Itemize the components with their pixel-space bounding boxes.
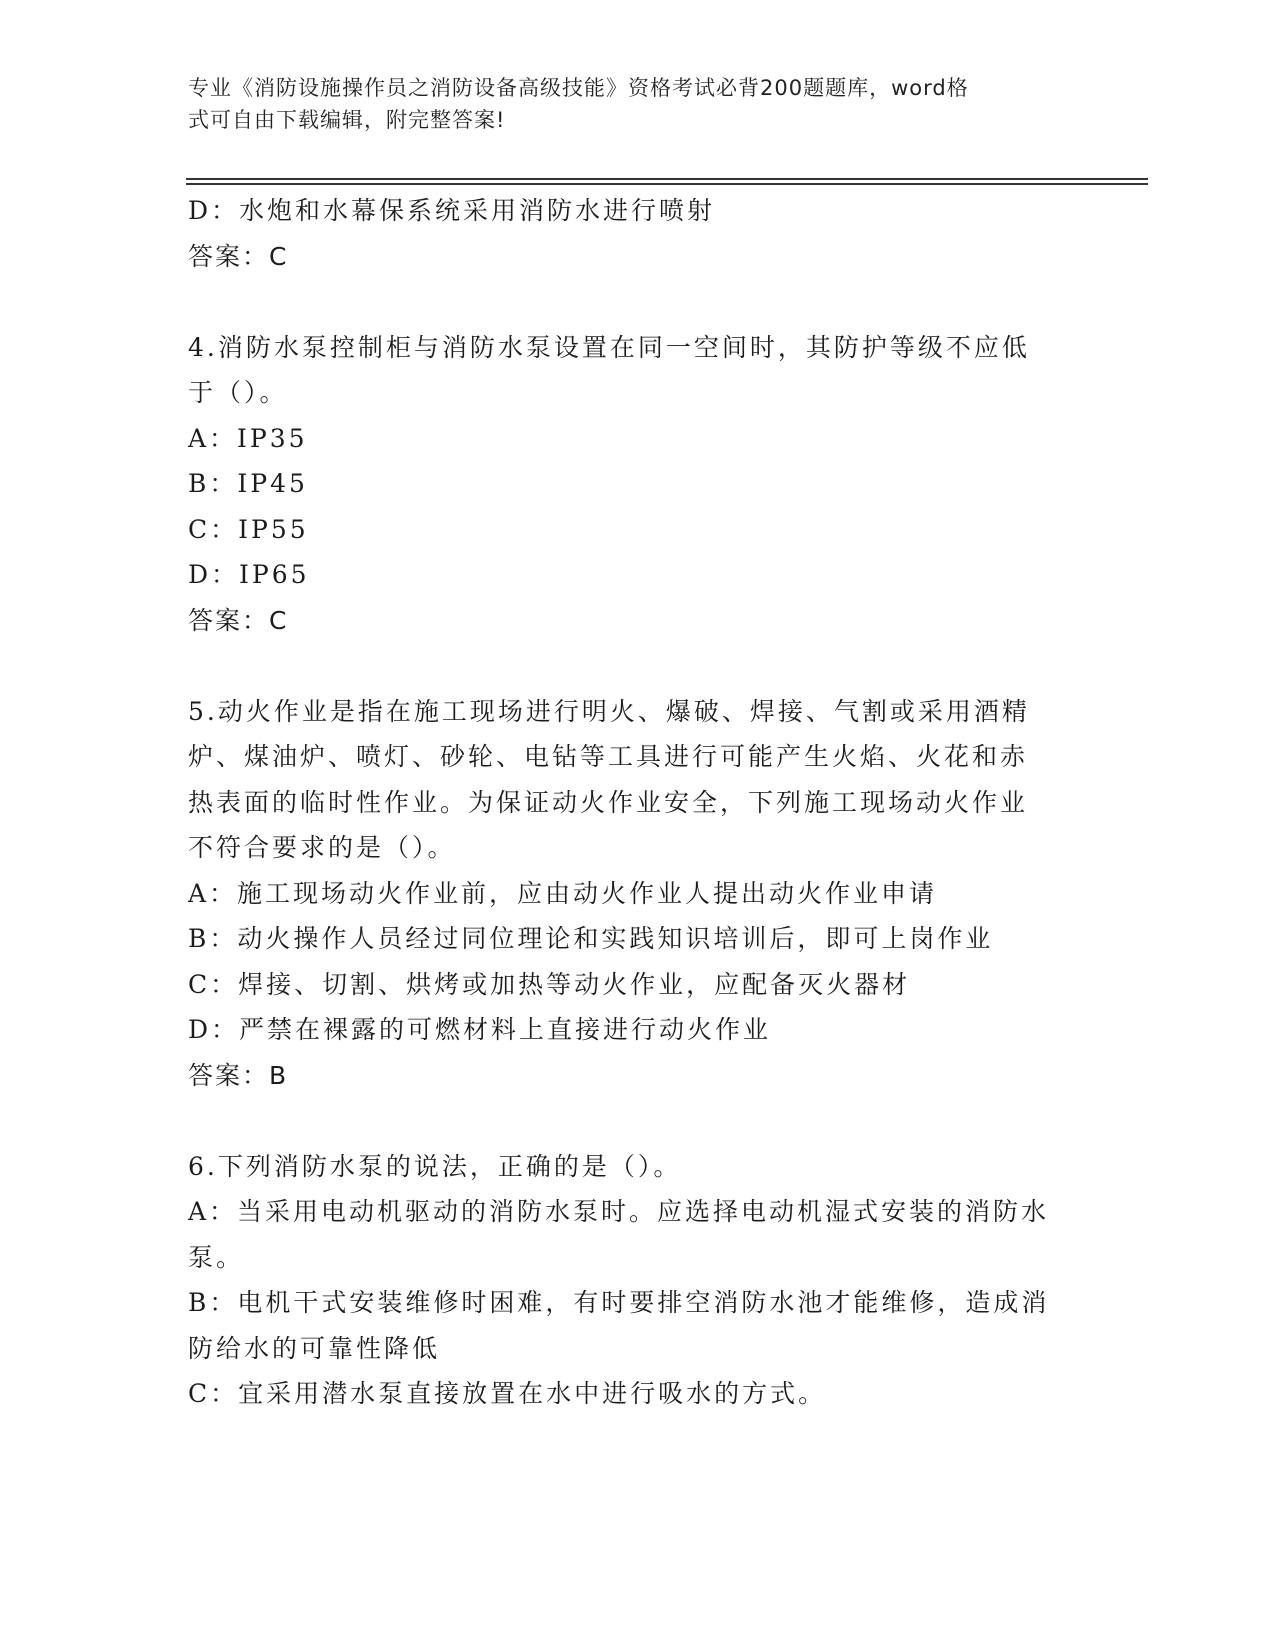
question-stem: 5.动火作业是指在施工现场进行明火、爆破、焊接、气割或采用酒精 <box>188 696 1030 726</box>
question-stem: 6.下列消防水泵的说法，正确的是（）。 <box>188 1151 682 1181</box>
header-line-1: 专业《消防设施操作员之消防设备高级技能》资格考试必背200题题库，word格 <box>188 76 969 100</box>
option-b-continued: 防给水的可靠性降低 <box>188 1333 441 1363</box>
option-a-continued: 泵。 <box>188 1242 245 1272</box>
spacer <box>188 643 1088 689</box>
header-divider-bottom <box>186 183 1148 185</box>
option-c: C：宜采用潜水泵直接放置在水中进行吸水的方式。 <box>188 1379 827 1408</box>
spacer <box>188 1098 1088 1144</box>
option-c: C：IP55 <box>188 514 309 544</box>
page-header <box>188 72 1068 136</box>
option-b: B：IP45 <box>188 469 308 498</box>
option-d: D：IP65 <box>188 560 310 589</box>
option-a: A：IP35 <box>188 423 308 453</box>
question-stem: 炉、煤油炉、喷灯、砂轮、电钻等工具进行可能产生火焰、火花和赤 <box>188 742 1029 771</box>
question-5 <box>188 689 1088 1099</box>
option-d: D：严禁在裸露的可燃材料上直接进行动火作业 <box>188 1015 772 1044</box>
option-a: A：施工现场动火作业前，应由动火作业人提出动火作业申请 <box>188 878 938 908</box>
question-stem: 4.消防水泵控制柜与消防水泵设置在同一空间时，其防护等级不应低 <box>188 332 1030 362</box>
question-4 <box>188 325 1088 644</box>
option-b: B：电机干式安装维修时困难，有时要排空消防水池才能维修，造成消 <box>188 1288 1050 1317</box>
header-divider-top <box>186 178 1148 180</box>
question-stem: 热表面的临时性作业。为保证动火作业安全，下列施工现场动火作业 <box>188 787 1029 817</box>
option-c: C：焊接、切割、烘烤或加热等动火作业，应配备灭火器材 <box>188 969 911 999</box>
option-b: B：动火操作人员经过同位理论和实践知识培训后，即可上岗作业 <box>188 924 994 953</box>
question-6 <box>188 1144 1088 1417</box>
question-list <box>188 188 1088 1417</box>
answer: 答案：B <box>188 1060 289 1090</box>
answer: 答案：C <box>188 605 289 635</box>
question-stem: 不符合要求的是（）。 <box>188 833 456 862</box>
question-3 <box>188 188 1088 279</box>
answer: 答案：C <box>188 241 289 271</box>
question-stem: 于（）。 <box>188 378 288 407</box>
header-line-2: 式可自由下载编辑，附完整答案! <box>188 108 506 132</box>
option-a: A：当采用电动机驱动的消防水泵时。应选择电动机湿式安装的消防水 <box>188 1197 1050 1226</box>
option-d: D：水炮和水幕保系统采用消防水进行喷射 <box>188 196 716 225</box>
spacer <box>188 279 1088 325</box>
